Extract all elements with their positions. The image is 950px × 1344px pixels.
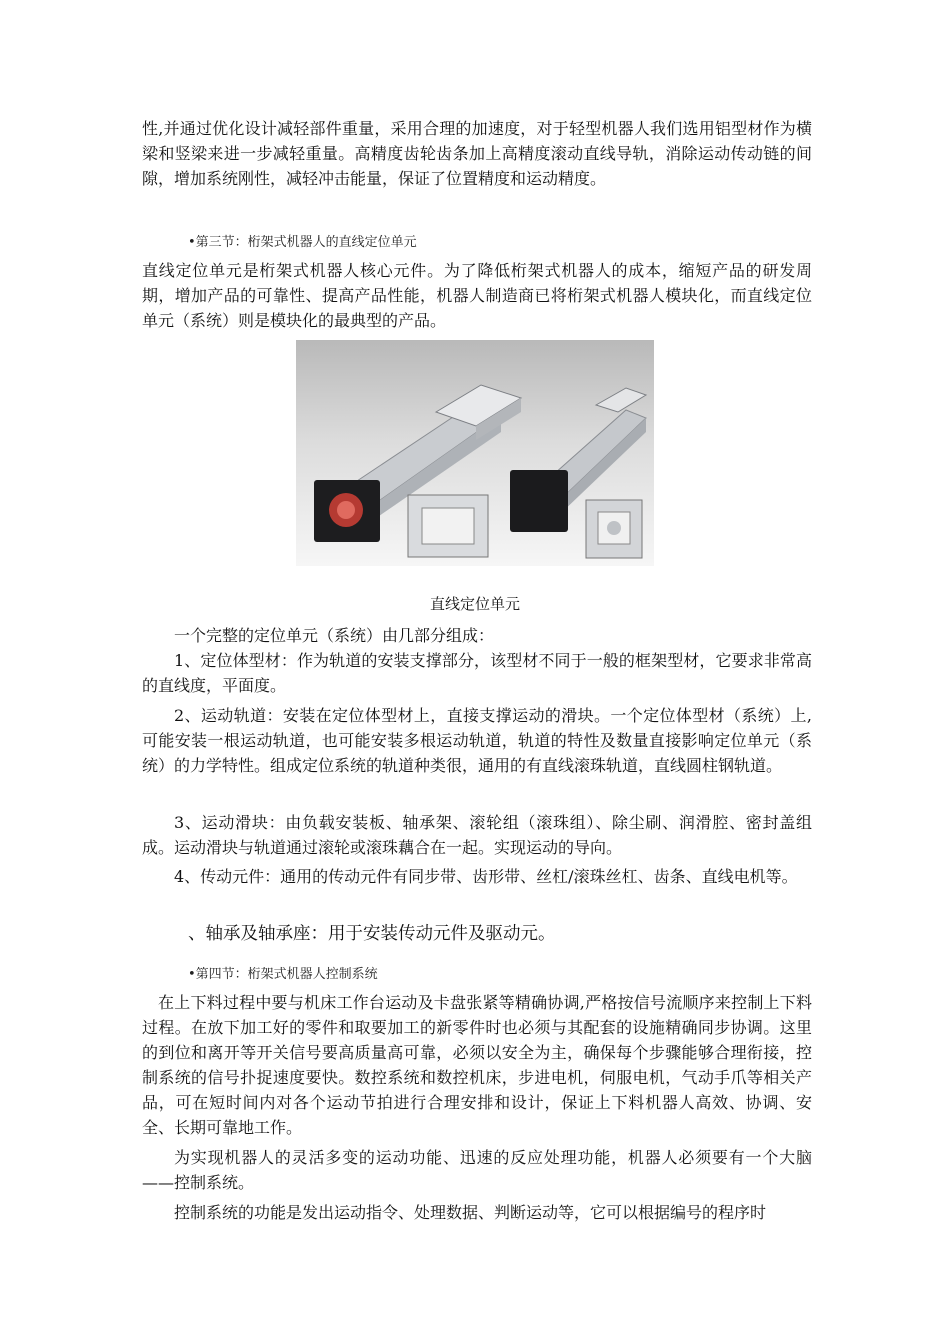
section-heading-3: •第三节：桁架式机器人的直线定位单元 xyxy=(188,235,417,250)
paragraph-control-3: 控制系统的功能是发出运动指令、处理数据、判断运动等，它可以根据编号的程序时 xyxy=(174,1203,767,1222)
list-item-2: 2、运动轨道：安装在定位体型材上，直接支撑运动的滑块。一个定位体型材（系统）上,可能安装一根运动轨道，也可能安装多根运动轨道，轨道的特性及数量直接影响定位单元（系统）的力学特性。组成定位系统的轨道种类很，通用的有直线滚珠轨道，直线圆柱钢轨道。 xyxy=(142,706,812,775)
linear-positioning-unit-photo xyxy=(296,340,654,566)
section-heading-4: •第四节：桁架式机器人控制系统 xyxy=(188,967,378,982)
paragraph-parts: 一个完整的定位单元（系统）由几部分组成： xyxy=(174,626,495,645)
paragraph-control-2: 为实现机器人的灵活多变的运动功能、迅速的反应处理功能，机器人必须要有一个大脑——控制系统。 xyxy=(142,1148,812,1192)
list-item-3: 3、运动滑块：由负载安装板、轴承架、滚轮组（滚珠组）、除尘刷、润滑腔、密封盖组成。运动滑块与轨道通过滚轮或滚珠藕合在一起。实现运动的导向。 xyxy=(142,813,812,857)
list-item-5: 、轴承及轴承座：用于安装传动元件及驱动元。 xyxy=(188,924,556,944)
list-item-4: 4、传动元件：通用的传动元件有同步带、齿形带、丝杠/滚珠丝杠、齿条、直线电机等。 xyxy=(174,867,798,886)
figure-caption: 直线定位单元 xyxy=(429,595,520,613)
paragraph-control-1: 在上下料过程中要与机床工作台运动及卡盘张紧等精确协调,严格按信号流顺序来控制上下料过程。在放下加工好的零件和取要加工的新零件时也必须与其配套的设施精确同步协调。这里的到位和离开等开关信号要高质量高可靠，必须以安全为主，确保每个步骤能够合理衔接，控制系统的信号扑捉速度要快。数控系统和数控机床，步进电机，伺服电机，气动手爪等相关产品，可在短时间内对各个运动节拍进行合理安排和设计，保证上下料机器人高效、协调、安全、长期可靠地工作。 xyxy=(142,993,812,1137)
paragraph-intro: 直线定位单元是桁架式机器人核心元件。为了降低桁架式机器人的成本，缩短产品的研发周期，增加产品的可靠性、提高产品性能，机器人制造商已将桁架式机器人模块化，而直线定位单元（系统）则是模块化的最典型的产品。 xyxy=(142,261,812,330)
paragraph-top: 性,并通过优化设计减轻部件重量，采用合理的加速度，对于轻型机器人我们选用铝型材作为横梁和竖梁来进一步减轻重量。高精度齿轮齿条加上高精度滚动直线导轨，消除运动传动链的间隙，增加系统刚性，减轻冲击能量，保证了位置精度和运动精度。 xyxy=(142,119,812,188)
list-item-1: 1、定位体型材：作为轨道的安装支撑部分，该型材不同于一般的框架型材，它要求非常高的直线度，平面度。 xyxy=(142,651,812,695)
